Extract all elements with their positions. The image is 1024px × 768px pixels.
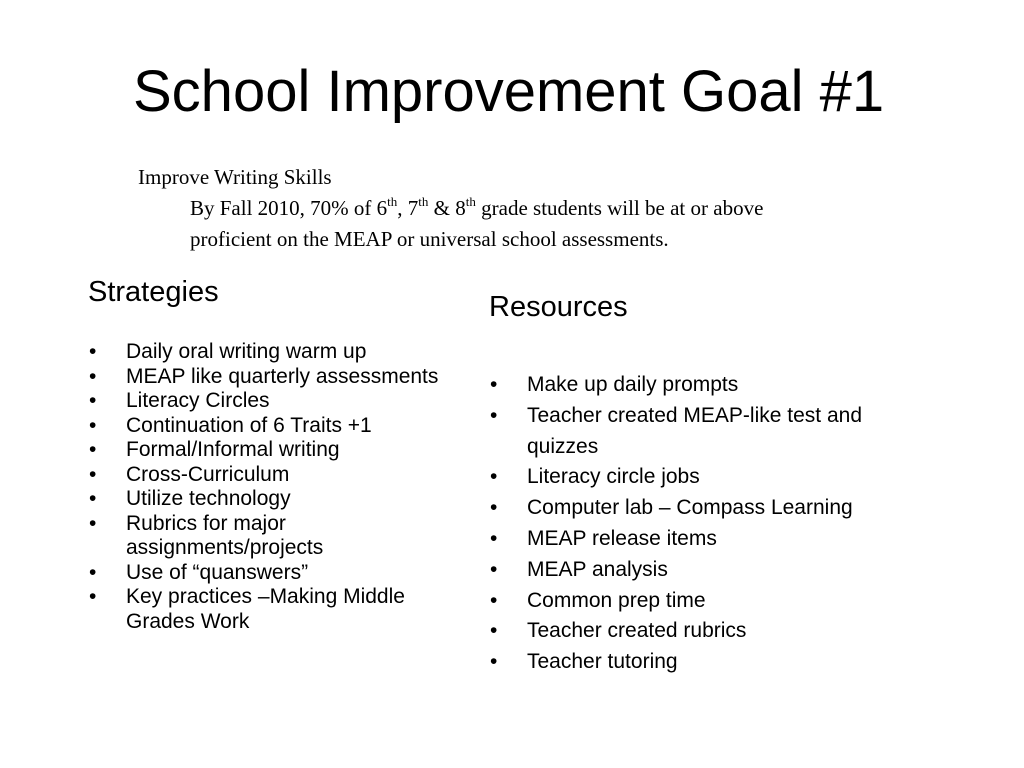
- strategy-item: • Formal/Informal writing: [88, 438, 478, 463]
- strategies-list: [88, 340, 478, 634]
- strategies-heading: Strategies: [88, 276, 219, 308]
- goal-statement-line1: [138, 193, 918, 224]
- strategy-item: • MEAP like quarterly assessments: [88, 365, 478, 390]
- goal-text-part3: & 8: [428, 196, 466, 220]
- resource-item: • Teacher tutoring: [489, 647, 909, 678]
- goal-sup2: th: [418, 194, 429, 209]
- resources-heading: Resources: [489, 291, 628, 323]
- strategy-item: • Daily oral writing warm up: [88, 340, 478, 365]
- goal-sup3: th: [465, 194, 476, 209]
- resource-item: • Common prep time: [489, 586, 909, 617]
- resource-item: • Teacher created rubrics: [489, 616, 909, 647]
- strategy-item: • Utilize technology: [88, 487, 478, 512]
- resource-item: • Teacher created MEAP-like test and quizzes: [489, 401, 909, 463]
- strategy-item: • Rubrics for major assignments/projects: [88, 512, 478, 561]
- goal-text-part4: grade students will be at or above: [475, 196, 764, 220]
- goal-block: [138, 162, 918, 255]
- strategy-item: • Use of “quanswers”: [88, 561, 478, 586]
- resources-list: [489, 370, 909, 678]
- goal-statement-line2: proficient on the MEAP or universal school assessments.: [190, 227, 669, 251]
- goal-sup1: th: [387, 194, 398, 209]
- goal-heading: Improve Writing Skills: [138, 165, 332, 189]
- strategy-item: • Literacy Circles: [88, 389, 478, 414]
- resource-item: • MEAP analysis: [489, 555, 909, 586]
- resource-item: • Computer lab – Compass Learning: [489, 493, 909, 524]
- goal-text-part2: , 7: [397, 196, 419, 220]
- slide-title: School Improvement Goal #1: [133, 59, 885, 124]
- strategy-item: • Continuation of 6 Traits +1: [88, 414, 478, 439]
- strategy-item: • Cross-Curriculum: [88, 463, 478, 488]
- resource-item: • Literacy circle jobs: [489, 462, 909, 493]
- resource-item: • MEAP release items: [489, 524, 909, 555]
- resources-column: [489, 287, 909, 678]
- strategies-column: [88, 272, 478, 634]
- strategy-item: • Key practices –Making Middle Grades Work: [88, 585, 478, 634]
- resource-item: • Make up daily prompts: [489, 370, 909, 401]
- goal-text-part1: By Fall 2010, 70% of 6: [190, 196, 388, 220]
